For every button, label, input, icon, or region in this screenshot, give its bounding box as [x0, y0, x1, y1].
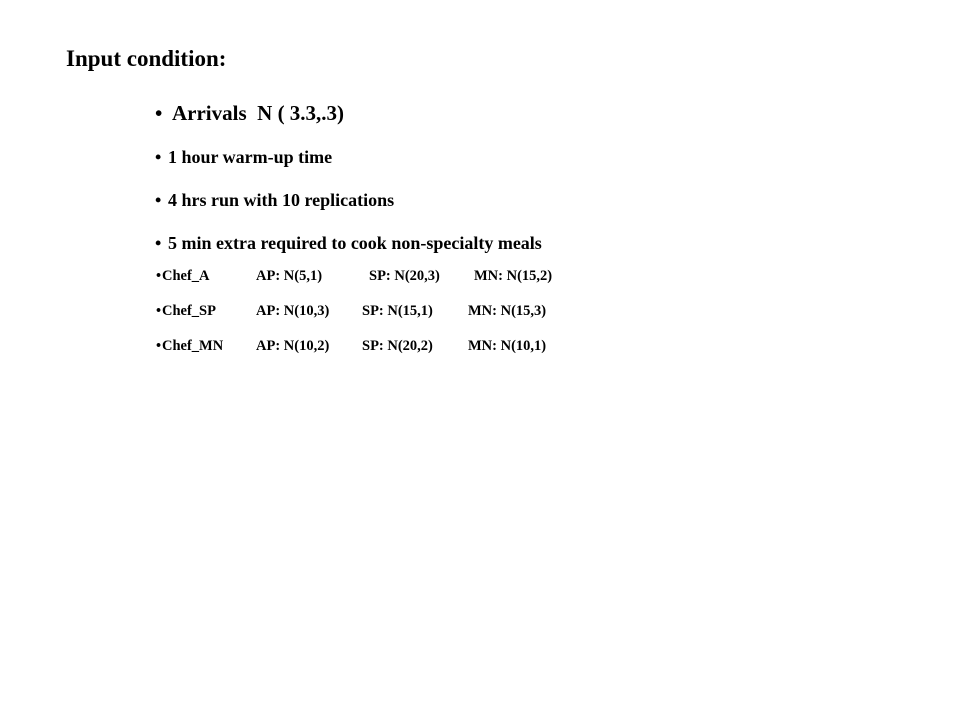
- chef-name: Chef_SP: [162, 303, 216, 319]
- chef-ap: AP: N(10,2): [256, 338, 330, 354]
- chef-ap: AP: N(5,1): [256, 268, 323, 284]
- chef-row-mn: [156, 336, 546, 356]
- bullet-marker: •: [155, 101, 163, 125]
- bullet-text: 4 hrs run with 10 replications: [168, 190, 395, 210]
- bullet-warmup: [155, 145, 332, 169]
- bullet-marker: •: [156, 268, 162, 284]
- bullet-marker: •: [155, 233, 162, 253]
- chef-mn: MN: N(10,1): [468, 338, 547, 354]
- bullet-marker: •: [155, 147, 162, 167]
- chef-sp: SP: N(20,3): [369, 268, 440, 284]
- chef-mn: MN: N(15,2): [474, 268, 553, 284]
- bullet-text: 5 min extra required to cook non-specialty meals: [168, 233, 542, 253]
- bullet-arrivals: [155, 99, 344, 127]
- chef-ap: AP: N(10,3): [256, 303, 330, 319]
- bullet-marker: •: [156, 303, 162, 319]
- bullet-marker: •: [155, 190, 162, 210]
- bullet-extra-time: [155, 231, 542, 255]
- chef-row-sp: [156, 301, 546, 321]
- bullet-text: 1 hour warm-up time: [168, 147, 333, 167]
- chef-sp: SP: N(15,1): [362, 303, 433, 319]
- chef-mn: MN: N(15,3): [468, 303, 547, 319]
- bullet-marker: •: [156, 338, 162, 354]
- bullet-text: Arrivals N ( 3.3,.3): [172, 101, 345, 125]
- chef-name: Chef_MN: [162, 338, 224, 354]
- bullet-run: [155, 188, 394, 212]
- chef-row-a: [156, 266, 552, 286]
- slide-title: Input condition:: [66, 46, 227, 71]
- chef-name: Chef_A: [162, 268, 210, 284]
- chef-sp: SP: N(20,2): [362, 338, 433, 354]
